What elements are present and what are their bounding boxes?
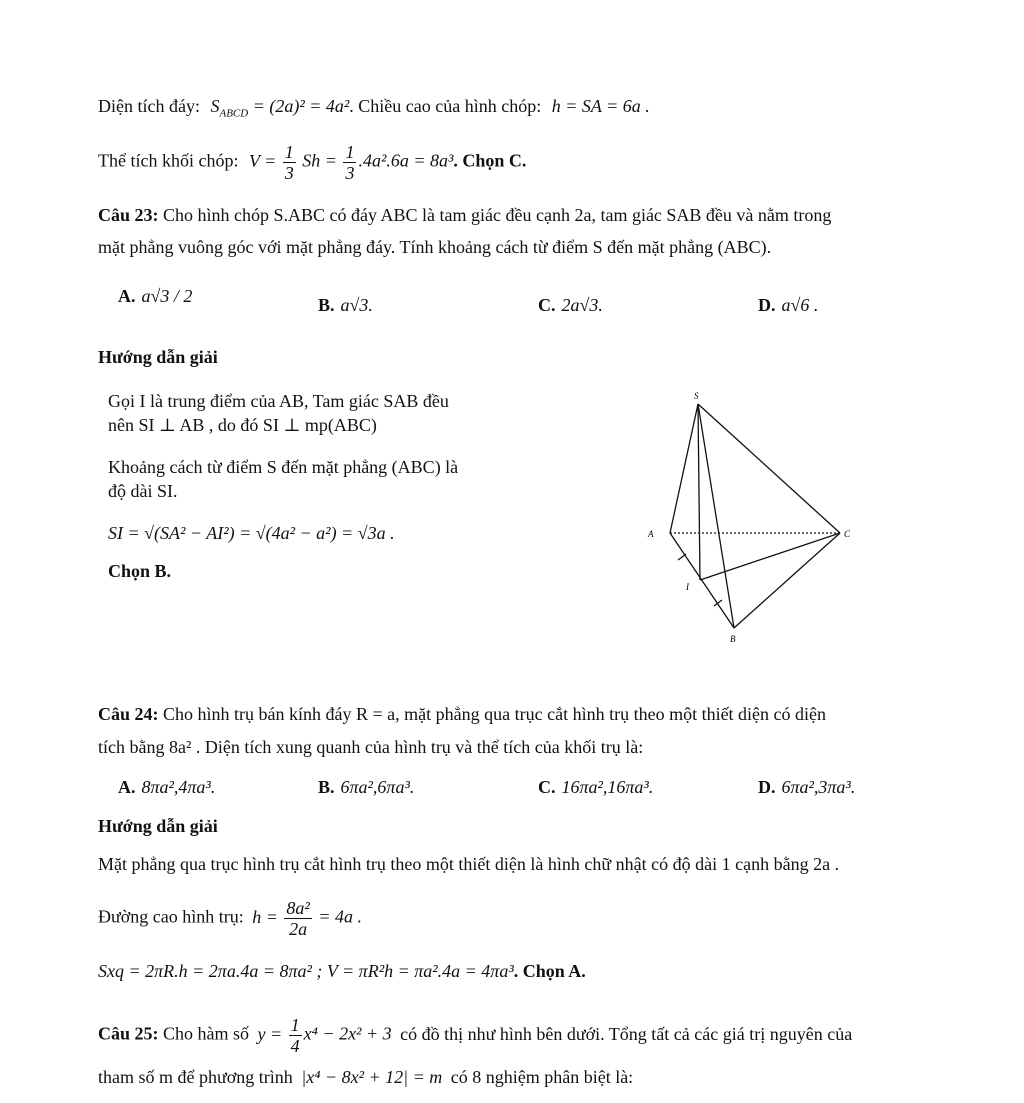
q23-sol-line1: Gọi I là trung điểm của AB, Tam giác SAB đều [108,391,449,411]
fraction-one-third-2: $\frac{1}{3}$ [345,142,355,183]
q24-guide-title: Hướng dẫn giải [98,816,218,836]
edge-sa [670,404,698,533]
q24-option-b: B. 6πa²,6πa³. [318,777,415,797]
edge-ab [670,533,734,628]
edge-si [698,404,700,580]
q24-option-d: D. 6πa²,3πa³. [758,777,856,797]
q23-line1: Câu 23: Cho hình chóp S.ABC có đáy ABC là tam giác đều cạnh 2a, tam giác SAB đều và nằm trong [98,205,832,225]
label-b: B [730,634,736,644]
q24-sol-line2: Đường cao hình trụ: h = $\frac{\text{8a²}}{2a}$ = 4a . [98,898,362,939]
q23-sol-line5: SI = √(SA² − AI²) = √(4a² − a²) = √3a . [108,523,395,543]
area-line: Diện tích đáy: $S_{ABCD} = (2a)^2 = 4a^2$. Chiều cao của hình chóp: h = SA = 6a . [98,96,650,120]
fraction-one-fourth: $\frac{1}{4}$ [290,1015,300,1056]
label-i: I [686,582,689,592]
q23-sol-line4: độ dài SI. [108,481,178,501]
edge-sb [698,404,734,628]
q24-line1: Câu 24: Cho hình trụ bán kính đáy R = a, mặt phẳng qua trục cắt hình trụ theo một thiết diện có diện [98,704,827,724]
tick-ai [678,554,686,560]
q23-option-d: D. a√6 . [758,295,819,315]
fraction-8a2-2a: $\frac{\text{8a²}}{2a}$ [286,898,310,939]
q25-line2: tham số m để phương trình |x⁴ − 8x² + 12| = m có 8 nghiệm phân biệt là: [98,1067,634,1087]
q23-sol-line3: Khoảng cách từ điểm S đến mặt phẳng (ABC) là [108,457,459,477]
label-s: S [694,391,699,401]
edge-sc [698,404,840,533]
label-c: C [844,529,851,539]
q24-line2: tích bằng 8a² . Diện tích xung quanh của hình trụ và thể tích của khối trụ là: [98,737,644,757]
pyramid-figure [640,390,860,650]
q23-option-a: A. a√3 / 2 [118,286,193,306]
volume-line: Thể tích khối chóp: V = $\frac{1}{3}$ Sh = $\frac{1}{3}$ .4a².6a = 8a³. Chọn C. [98,142,527,183]
edge-ic [700,533,840,580]
q23-choose: Chọn B. [108,561,172,581]
label-a: A [648,529,654,539]
q23-guide-title: Hướng dẫn giải [98,347,218,367]
q23-option-b: B. a√3. [318,295,373,315]
q23-option-c: C. 2a√3. [538,295,603,315]
q25-line1: Câu 25: Cho hàm số y = $\frac{1}{4}$ x⁴ − 2x² + 3 có đồ thị như hình bên dưới. Tổng tất cả các giá trị nguyên của [98,1015,853,1056]
q24-sol-line3: Sxq = 2πR.h = 2πa.4a = 8πa² ; V = πR²h = πa².4a = 4πa³. Chọn A. [98,961,586,981]
q23-sol-line2: nên SI ⊥ AB , do đó SI ⊥ mp(ABC) [108,415,377,435]
q24-option-a: A. 8πa²,4πa³. [118,777,216,797]
q23-line2: mặt phẳng vuông góc với mặt phẳng đáy. Tính khoảng cách từ điểm S đến mặt phẳng (ABC). [98,237,772,257]
q24-option-c: C. 16πa²,16πa³. [538,777,654,797]
q24-sol-line1: Mặt phẳng qua trục hình trụ cắt hình trụ theo một thiết diện là hình chữ nhật có độ dài 1 cạnh bằng 2a . [98,854,840,874]
edge-bc [734,533,840,628]
fraction-one-third: $\frac{1}{3}$ [284,142,294,183]
